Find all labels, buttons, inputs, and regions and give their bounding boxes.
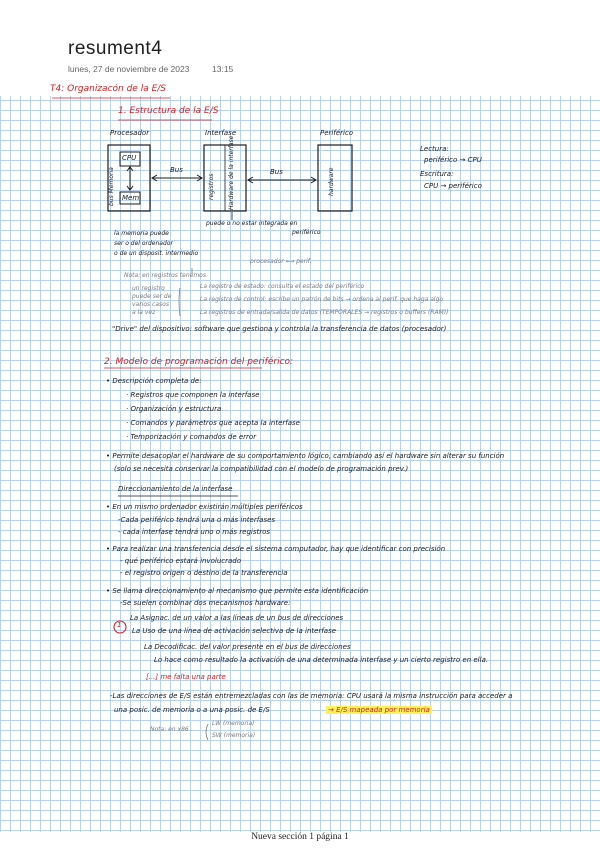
side-note-2: puede ser de: [132, 293, 172, 300]
label-hardware: hardware: [328, 167, 335, 196]
procesador-perif-note: procesador ⟷ perif.: [250, 258, 312, 265]
permite-line-1: • Permite desacoplar el hardware de su comportamiento lógico, cambiando así el hardware sin alterar su función: [106, 452, 505, 460]
page-time: 13:15: [212, 64, 234, 74]
topic-heading: T4: Organizacón de la E/S: [50, 84, 167, 94]
label-hardware-interfase: Hardware de la interfase: [228, 135, 235, 210]
direcciones-line-1: -Las direcciones de E/S están entremezcladas con las de memoria: CPU usará la misma instrucción para acceder a: [110, 692, 513, 700]
se-line-2: -Se suelen combinar dos mecanismos hardware:: [120, 599, 291, 607]
memory-note-2: ser o del ordenador: [114, 240, 173, 247]
side-note-1: un registro: [132, 285, 165, 292]
label-bus-1: Bus: [170, 166, 183, 174]
label-mem: Mem: [122, 194, 140, 202]
escritura-flow: CPU → periférico: [424, 182, 482, 190]
mecanismo-1: La Asignac. de un valor a las líneas de un bus de direcciones: [130, 614, 344, 622]
descripcion-item-2: · Organización y estructura: [126, 405, 222, 413]
driver-note: "Drive" del dispositivo: software que gestiona y controla la transferencia de datos (procesador): [112, 325, 447, 333]
descripcion-item-1: · Registros que componen la interfase: [126, 391, 260, 399]
integrada-note-1: puede o no estar integrada en: [206, 220, 298, 227]
para-line-2: - qué periférico estará involucrado: [120, 557, 241, 565]
side-note-3: varios casos: [132, 301, 169, 308]
mecanismo-2: La Uso de una línea de activación selectiva de la interfase: [132, 627, 337, 635]
nota-x86: Nota: en x86: [150, 726, 189, 733]
permite-line-2: (solo se necesita conservar la compatibilidad con el modelo de programación prev.): [114, 465, 409, 473]
registro-control: La registro de control: escribe un patrón de bits → ordena al perif. que haga algo: [200, 296, 444, 303]
page-title: resument4: [68, 38, 163, 59]
label-bus-memoria: bus Memoria: [108, 167, 115, 206]
red-circle-label: 1: [117, 621, 122, 629]
registro-estado: La registro de estado: consulta el estado del periférico: [200, 283, 365, 290]
footer-page-label: Nueva sección 1 página 1: [251, 832, 349, 842]
nota-x86-lw: LW (memoria): [212, 720, 255, 727]
registros-datos: La registros de entrada/salida de datos (TEMPORALES → registros o buffers (RAM)): [200, 309, 449, 316]
en-line-1: • En un mismo ordenador existirán múltiples periféricos: [106, 503, 303, 511]
lectura-flow: periférico → CPU: [424, 156, 482, 164]
lectura-label: Lectura:: [420, 145, 449, 153]
label-cpu: CPU: [122, 154, 137, 162]
para-line-3: - el registro origen o destino de la transferencia: [120, 569, 288, 577]
direccionamiento-title: Direccionamiento de la interfase: [118, 485, 233, 493]
escritura-label: Escritura:: [420, 170, 454, 178]
falta-note: [...] me falta una parte: [146, 673, 226, 681]
en-line-3: - cada interfase tendrá uno o más registros: [118, 528, 271, 536]
en-line-2: -Cada periférico tendrá una o más interfases: [118, 516, 276, 524]
memory-note-1: la memoria puede: [114, 230, 169, 237]
descripcion-item-4: · Temporización y comandos de error: [126, 433, 257, 441]
memory-note-3: o de un disposit. intermedio: [114, 250, 199, 257]
descripcion-item-3: · Comandos y parámetros que acepta la interfase: [126, 419, 300, 427]
direcciones-flow: [326, 706, 432, 714]
section-2-title: 2. Modelo de programación del periférico:: [104, 357, 294, 367]
label-interfase: Interfase: [205, 129, 237, 137]
label-periferico: Periférico: [320, 129, 354, 137]
page-footer: [0, 832, 600, 848]
decodificacion-2: Lo hace como resultado la activación de una determinada interfase y un cierto registro en ella.: [154, 656, 489, 664]
mapeada-highlight: → E/S mapeada por memoria: [328, 706, 430, 714]
label-bus-2: Bus: [270, 168, 283, 176]
se-line-1: • Se llama direccionamiento al mecanismo que permite esta identificación: [106, 587, 369, 595]
label-registros: registros: [208, 173, 215, 200]
label-procesador: Procesador: [110, 129, 150, 137]
descripcion-heading: • Descripción completa de:: [106, 377, 202, 385]
page-date: lunes, 27 de noviembre de 2023: [68, 64, 190, 74]
direcciones-line-2: una posic. de memoria o a una posic. de E/S: [114, 706, 270, 714]
page-header: [0, 0, 600, 96]
para-line-1: • Para realizar una transferencia desde el sistema computador, hay que identificar con precisión: [106, 545, 446, 553]
integrada-note-2: periférico: [292, 229, 321, 236]
nota-registros: Nota: en registros tenemos: [124, 272, 206, 279]
nota-x86-sw: SW (memoria): [212, 732, 256, 739]
section-1-title: 1. Estructura de la E/S: [118, 106, 219, 116]
side-note-4: a la vez: [132, 309, 156, 316]
decodificacion-1: La Decodificac. del valor presente en el bus de direcciones: [144, 643, 351, 651]
